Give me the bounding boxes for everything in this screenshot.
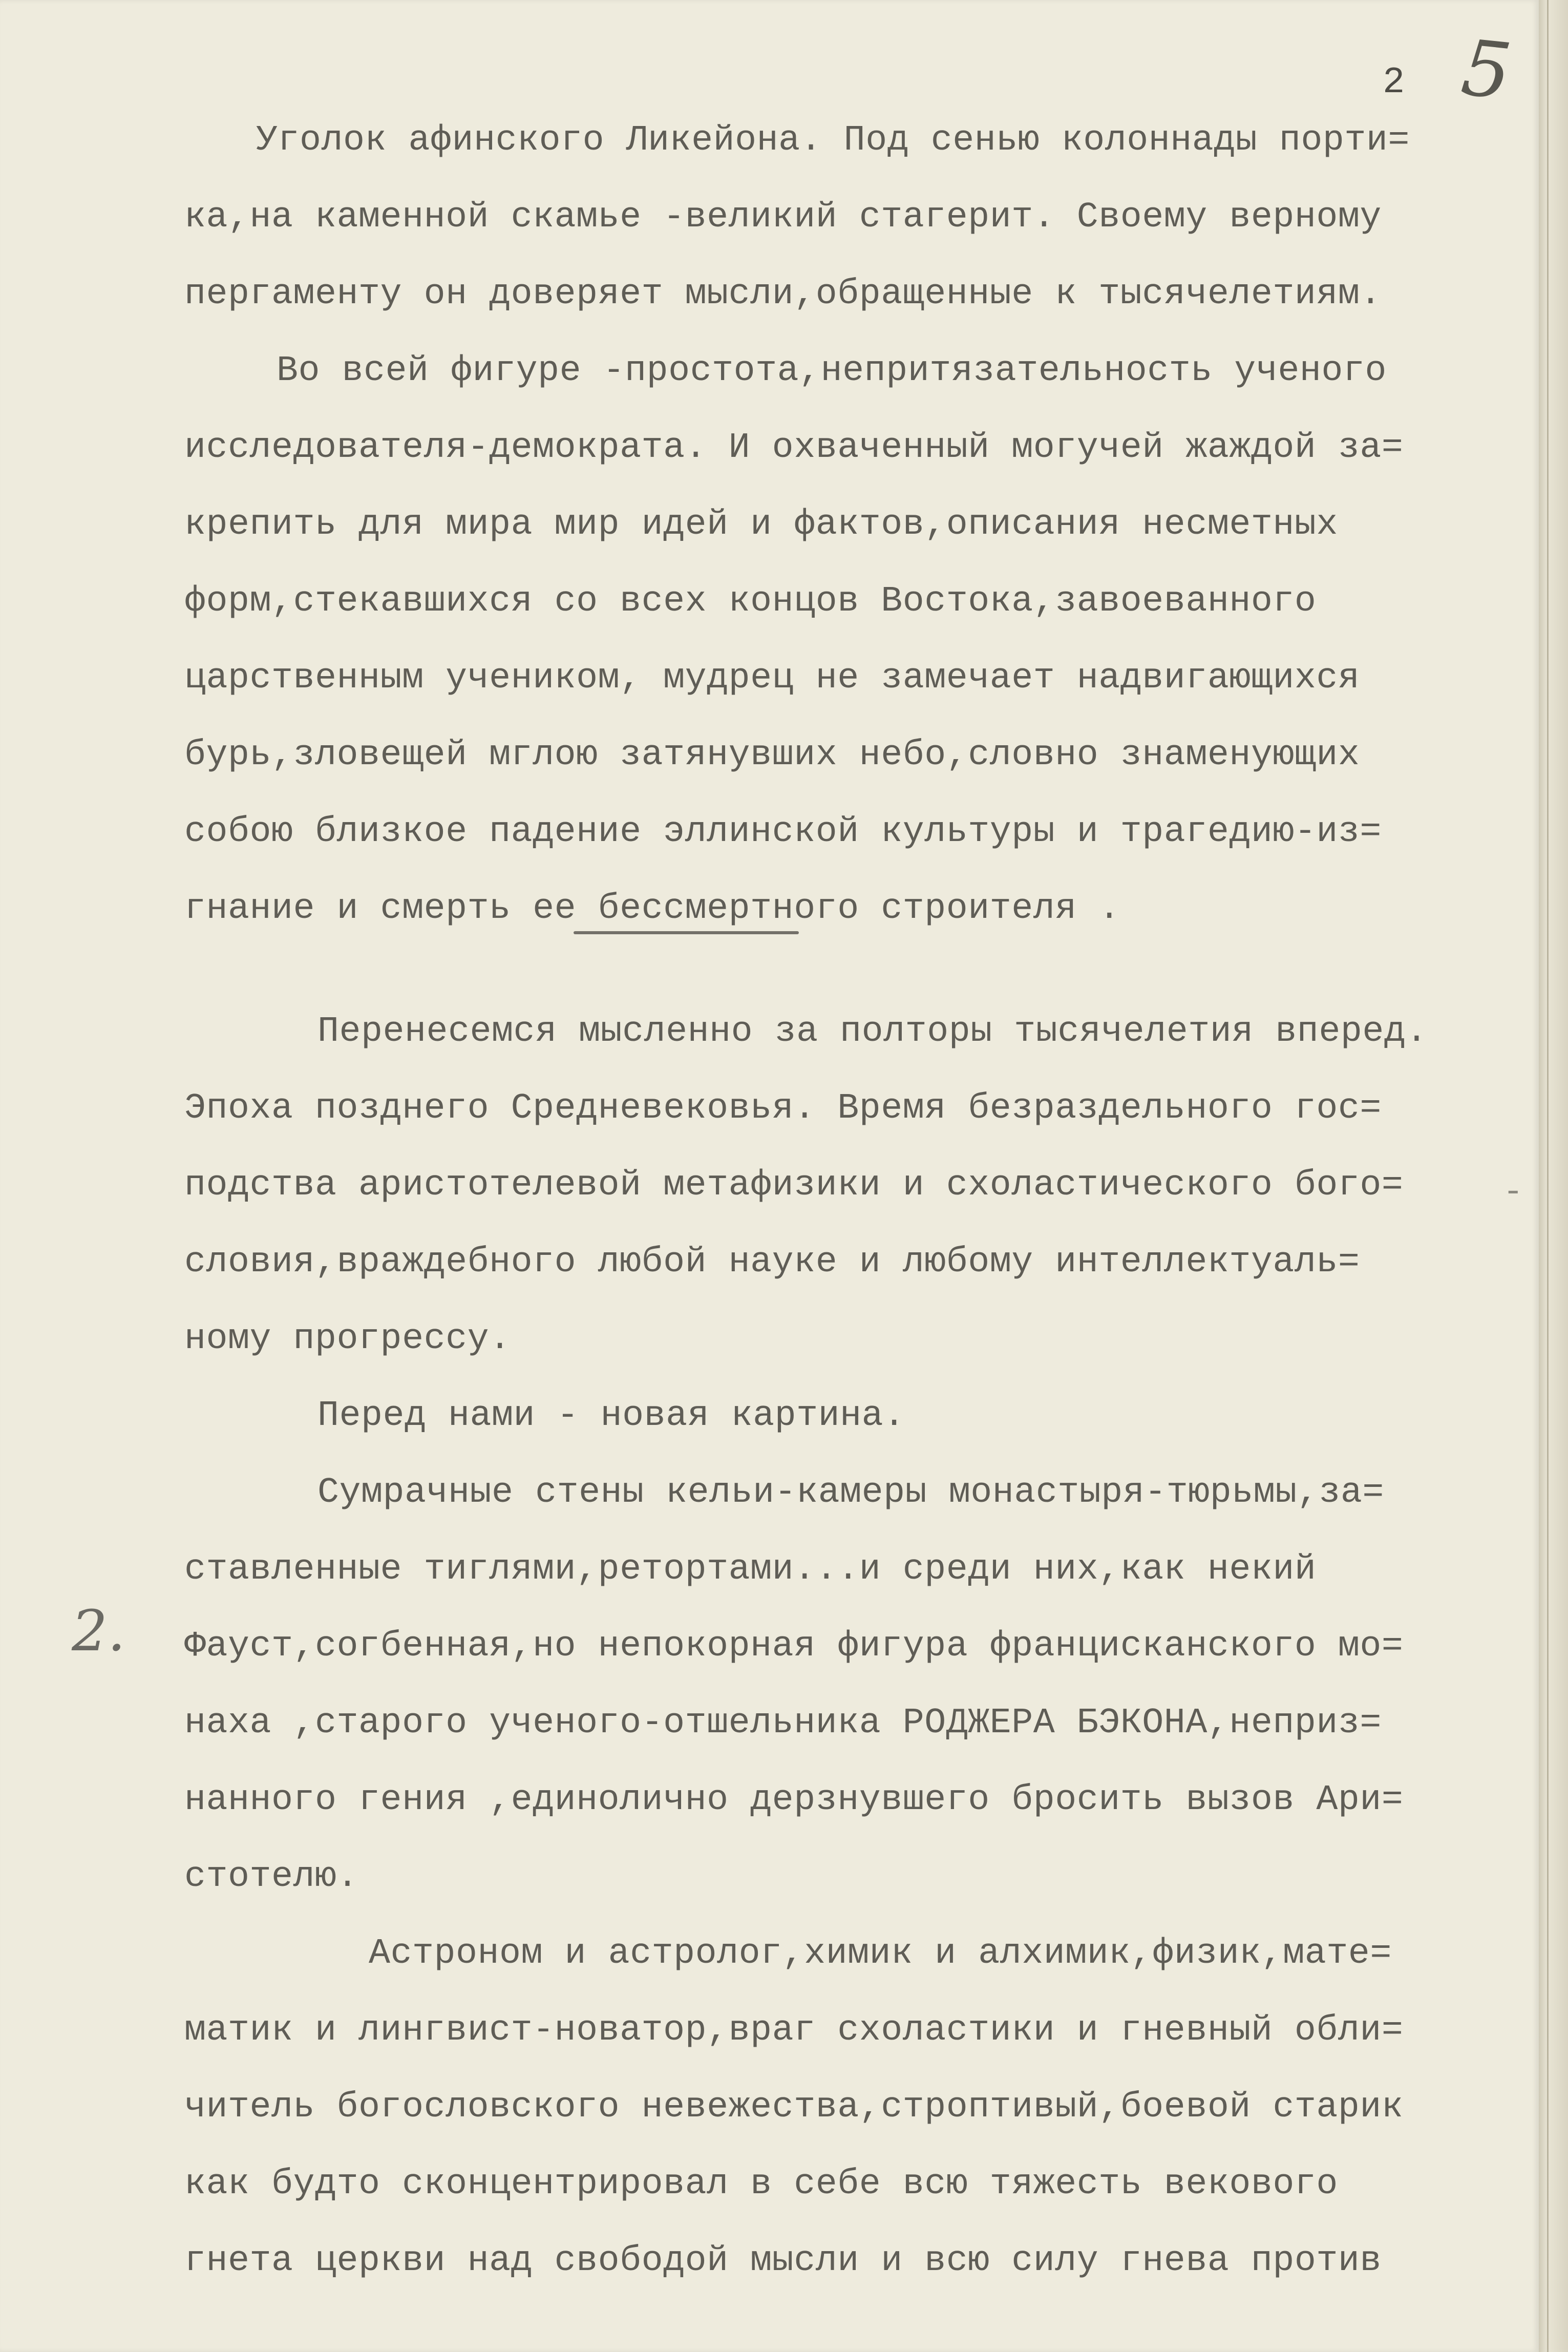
text-line: Уголок афинского Ликейона. Под сенью колоннады порти= xyxy=(256,120,1410,161)
section-lyceum xyxy=(184,102,1454,948)
text-line: матик и лингвист-новатор,враг схоластики и гневный обли= xyxy=(184,2010,1404,2051)
text-line: как будто сконцентрировал в себе всю тяжесть векового xyxy=(184,2164,1338,2204)
text-line: пергаменту он доверяет мысли,обращенные к тысячелетиям. xyxy=(184,274,1382,314)
text-line: царственным учеником, мудрец не замечает надвигающихся xyxy=(184,658,1360,699)
text-line: подства аристотелевой метафизики и схоластического бого= xyxy=(184,1165,1404,1206)
text-line: ставленные тиглями,ретортами...и среди них,как некий xyxy=(184,1549,1317,1590)
folio-number-handwritten: 5 xyxy=(1457,23,1516,117)
text-line: ка,на каменной скамье -великий стагерит. Своему верному xyxy=(184,197,1382,238)
text-line: Сумрачные стены кельи-камеры монастыря-тюрьмы,за= xyxy=(317,1473,1384,1513)
text-line: читель богословского невежества,строптивый,боевой старик xyxy=(184,2087,1404,2128)
text-line: собою близкое падение эллинской культуры и трагедию-из= xyxy=(184,812,1382,852)
page-number: 2 xyxy=(1383,61,1405,103)
text-line: гнета церкви над свободой мысли и всю силу гнева против xyxy=(184,2241,1382,2281)
text-line: нанного гения ,единолично дерзнувшего бросить вызов Ари= xyxy=(184,1780,1404,1820)
text-line: крепить для мира мир идей и фактов,описания несметных xyxy=(184,505,1338,545)
text-line: Эпоха позднего Средневековья. Время безраздельного гос= xyxy=(184,1088,1382,1129)
text-line: форм,стекавшихся со всех концов Востока,завоеванного xyxy=(184,581,1317,622)
binding-edge xyxy=(1539,0,1568,2352)
text-line: ному прогрессу. xyxy=(184,1319,511,1359)
text-line: Во всей фигуре -простота,непритязательность ученого xyxy=(277,351,1387,391)
text-line: Перед нами - новая картина. xyxy=(317,1396,905,1436)
text-line: гнание и смерть ее бессмертного строителя . xyxy=(184,889,1120,929)
text-line: стотелю. xyxy=(184,1857,359,1897)
margin-dash: - xyxy=(1503,1173,1523,1211)
text-line: бурь,зловещей мглою затянувших небо,словно знаменующих xyxy=(184,735,1360,775)
text-line: Астроном и астролог,химик и алхимик,физик,мате= xyxy=(369,1934,1392,1974)
section-divider xyxy=(574,931,799,934)
text-line: Перенесемся мысленно за полторы тысячелетия вперед. xyxy=(317,1012,1428,1052)
text-line: Фауст,согбенная,но непокорная фигура францисканского мо= xyxy=(184,1626,1404,1667)
margin-note-handwritten: 2. xyxy=(72,1598,125,1664)
text-line: наха ,старого ученого-отшельника РОДЖЕРА БЭКОНА,неприз= xyxy=(184,1703,1382,1744)
section-middle-ages xyxy=(184,994,1454,2300)
text-line: словия,враждебного любой науке и любому интеллектуаль= xyxy=(184,1242,1360,1283)
text-line: исследователя-демократа. И охваченный могучей жаждой за= xyxy=(184,428,1404,468)
